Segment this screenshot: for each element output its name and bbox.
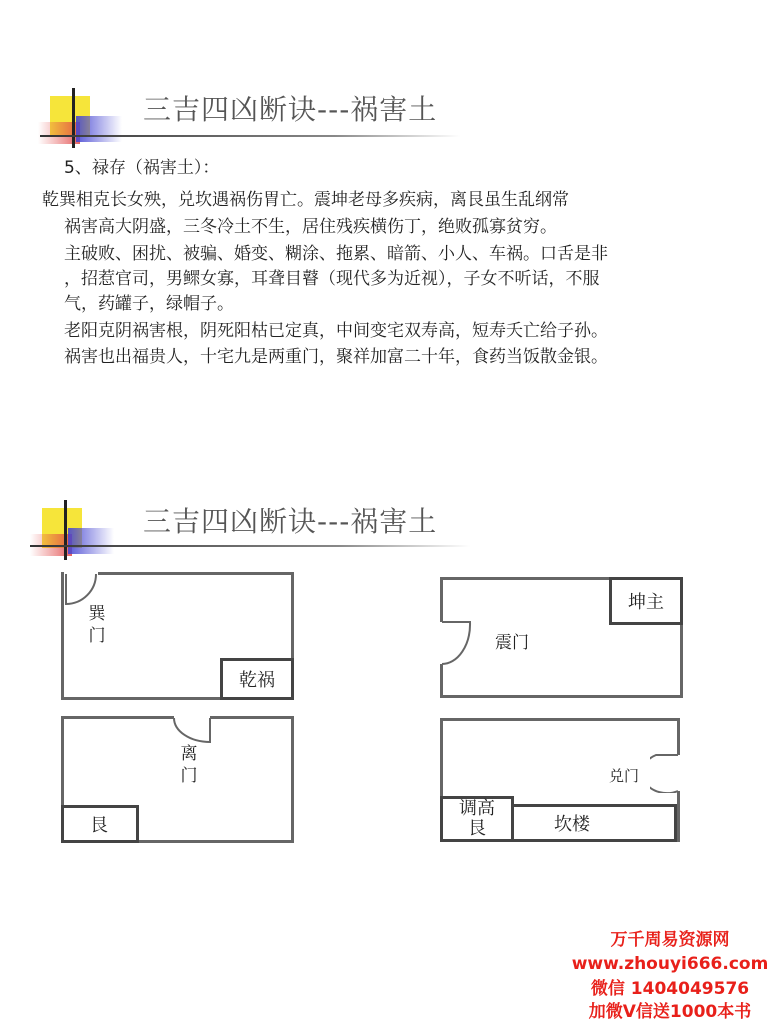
slide1-line-7: 祸害也出福贵人，十宅九是两重门，聚祥加富二十年，食药当饭散金银。 [64, 347, 608, 367]
slide1-line-5: 气，药罐子，绿帽子。 [64, 294, 234, 314]
slide1-line-1: 乾巽相克长女殃，兑坎遇祸伤胃亡。震坤老母多疾病，离艮虽生乱纲常 [42, 190, 569, 210]
plan3-room: 艮 [61, 805, 139, 843]
door-swing-icon [64, 572, 98, 606]
plan4-room-right: 坎楼 [511, 804, 677, 842]
door-swing-icon [650, 753, 680, 793]
logo-vertical-line [64, 500, 67, 560]
logo-blue-bar [76, 116, 122, 142]
slide1-line-4: ，招惹官司，男鳏女寡，耳聋目瞽（现代多为近视），子女不听话，不服 [64, 269, 600, 289]
plan2-door-label: 震门 [495, 633, 529, 653]
slide1-line-3: 主破败、困扰、被骗、婚变、糊涂、拖累、暗箭、小人、车祸。口舌是非 [64, 244, 608, 264]
plan1-room: 乾祸 [220, 658, 294, 700]
floor-plan-4 [440, 718, 680, 842]
logo-vertical-line [72, 88, 75, 148]
plan4-room-left-label: 调高艮 [459, 798, 495, 839]
slide1-line-6: 老阳克阴祸害根，阴死阳枯已定真，中间变宅双寿高，短寿夭亡给子孙。 [64, 321, 608, 341]
plan1-door-label: 巽门 [88, 604, 106, 646]
floor-plan-1 [61, 572, 294, 700]
plan2-room: 坤主 [609, 577, 683, 625]
plan4-door-label: 兑门 [609, 767, 640, 785]
slide1-subtitle: 5、禄存（祸害土）： [64, 158, 220, 178]
watermark-wechat: 微信 1404049576 [590, 979, 750, 999]
slide2-title-rule [30, 545, 470, 547]
floor-plan-2 [440, 577, 683, 698]
slide2-logo [30, 500, 120, 570]
slide1-title: 三吉四凶断诀---祸害土 [143, 93, 438, 126]
watermark-site-name: 万千周易资源网 [610, 930, 730, 950]
door-swing-icon [172, 716, 212, 746]
plan3-door-label: 离门 [180, 744, 198, 786]
slide1-logo [38, 88, 128, 158]
plan4-room-left [440, 796, 514, 842]
door-swing-icon [440, 618, 474, 668]
watermark-url: www.zhouyi666.com [571, 954, 769, 974]
logo-blue-bar [68, 528, 114, 554]
slide1-title-rule [40, 135, 460, 137]
floor-plan-3 [61, 716, 294, 843]
watermark-promo: 加微V信送1000本书 [588, 1002, 752, 1022]
slide2-title: 三吉四凶断诀---祸害土 [143, 505, 438, 538]
slide1-line-2: 祸害高大阴盛，三冬冷土不生，居住残疾横伤丁，绝败孤寡贫穷。 [64, 217, 557, 237]
